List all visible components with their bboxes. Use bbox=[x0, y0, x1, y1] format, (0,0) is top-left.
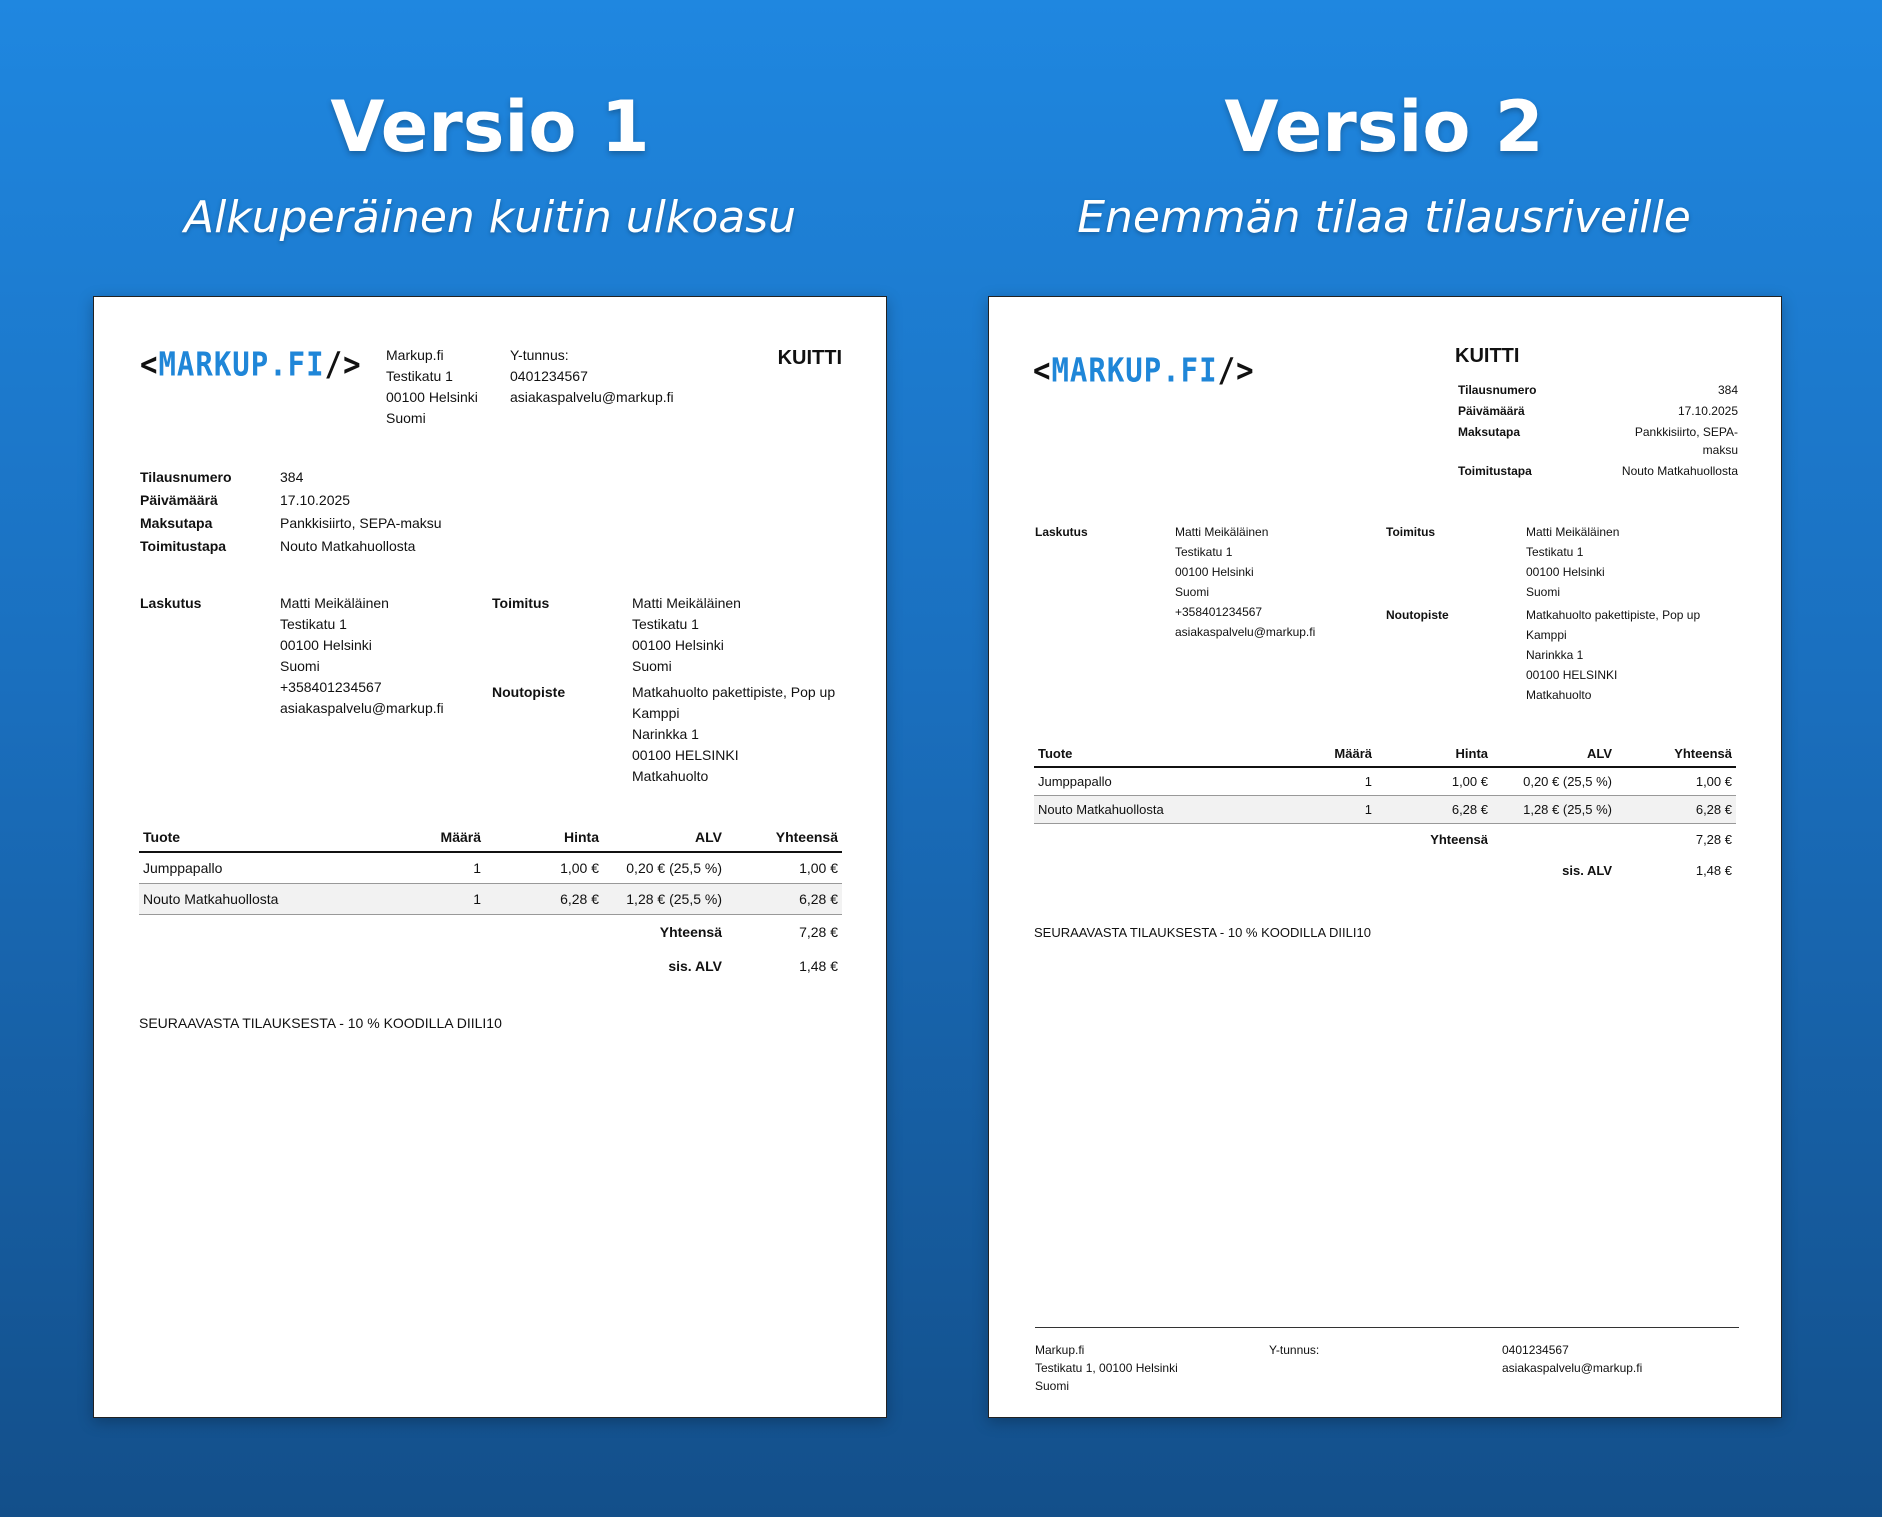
billing-label: Laskutus bbox=[1035, 525, 1088, 539]
markup-logo: <MARKUP.FI/> bbox=[140, 344, 362, 384]
receipt-title: KUITTI bbox=[777, 347, 842, 369]
footer-divider bbox=[1035, 1327, 1739, 1328]
total-row: Yhteensä 7,28 € bbox=[659, 924, 838, 940]
shipping-label: Toimitus bbox=[1386, 525, 1436, 539]
table-row: Jumppapallo 1 1,00 € 0,20 € (25,5 %) 1,00 € bbox=[1034, 767, 1736, 796]
order-details: Tilausnumero 384 Päivämäärä 17.10.2025 Maksutapa Pankkisiirto, SEPA-maksu Toimitustapa Nouto Matkahuollosta bbox=[140, 469, 442, 554]
version-1-heading bbox=[93, 86, 887, 243]
order-items-table bbox=[1034, 739, 1736, 886]
markup-logo: <MARKUP.FI/> bbox=[1033, 350, 1255, 390]
pickup-label: Noutopiste bbox=[1386, 608, 1449, 622]
promo-text: SEURAAVASTA TILAUKSESTA - 10 % KOODILLA DIILI10 bbox=[139, 1015, 502, 1031]
billing-address: Matti Meikäläinen Testikatu 1 00100 Helsinki Suomi +358401234567 asiakaspalvelu@markup.fi bbox=[1175, 525, 1316, 639]
table-row: Nouto Matkahuollosta 1 6,28 € 1,28 € (25,5 %) 6,28 € bbox=[1034, 796, 1736, 824]
billing-label: Laskutus bbox=[140, 595, 202, 611]
version-2-heading bbox=[987, 86, 1781, 243]
table-row: Nouto Matkahuollosta 1 6,28 € 1,28 € (25,5 %) 6,28 € bbox=[139, 884, 842, 915]
table-row: Jumppapallo 1 1,00 € 0,20 € (25,5 %) 1,00 € bbox=[139, 852, 842, 884]
shipping-label: Toimitus bbox=[492, 595, 550, 611]
order-items-table bbox=[139, 821, 842, 983]
vat-total-row: sis. ALV 1,48 € bbox=[668, 958, 838, 974]
shipping-address: Matti Meikäläinen Testikatu 1 00100 Helsinki Suomi bbox=[632, 595, 741, 674]
version-2-subtitle: Enemmän tilaa tilausriveille bbox=[1077, 192, 1691, 243]
company-contact: Y-tunnus: 0401234567 asiakaspalvelu@markup.fi bbox=[510, 347, 674, 405]
version-2-title: Versio 2 bbox=[1224, 86, 1544, 168]
receipt-title: KUITTI bbox=[1455, 345, 1520, 367]
table-header: Tuote Määrä Hinta ALV Yhteensä bbox=[139, 821, 842, 852]
billing-address: Matti Meikäläinen Testikatu 1 00100 Helsinki Suomi +358401234567 asiakaspalvelu@markup.fi bbox=[280, 595, 444, 716]
vat-total-row: sis. ALV 1,48 € bbox=[1562, 863, 1732, 878]
receipt-version-2 bbox=[988, 296, 1782, 1418]
table-header: Tuote Määrä Hinta ALV Yhteensä bbox=[1034, 739, 1736, 767]
shipping-address: Matti Meikäläinen Testikatu 1 00100 Helsinki Suomi bbox=[1526, 525, 1620, 599]
footer-contact: 0401234567 asiakaspalvelu@markup.fi bbox=[1502, 1343, 1643, 1375]
pickup-address: Matkahuolto pakettipiste, Pop up Kamppi Narinkka 1 00100 HELSINKI Matkahuolto bbox=[1526, 608, 1701, 702]
order-details: Tilausnumero 384 Päivämäärä 17.10.2025 Maksutapa Pankkisiirto, SEPA- maksu Toimitustapa Nouto Matkahuollosta bbox=[1458, 383, 1738, 478]
pickup-label: Noutopiste bbox=[492, 684, 566, 700]
total-row: Yhteensä 7,28 € bbox=[1430, 832, 1732, 847]
promo-text: SEURAAVASTA TILAUKSESTA - 10 % KOODILLA DIILI10 bbox=[1034, 925, 1371, 940]
footer-company: Markup.fi Testikatu 1, 00100 Helsinki Suomi bbox=[1035, 1343, 1178, 1393]
version-1-title: Versio 1 bbox=[330, 86, 650, 168]
pickup-address: Matkahuolto pakettipiste, Pop up Kamppi Narinkka 1 00100 HELSINKI Matkahuolto bbox=[632, 684, 836, 784]
footer-ytunnus: Y-tunnus: bbox=[1269, 1343, 1320, 1357]
receipt-version-1 bbox=[93, 296, 887, 1418]
company-address: Markup.fi Testikatu 1 00100 Helsinki Suomi bbox=[386, 347, 478, 426]
version-1-subtitle: Alkuperäinen kuitin ulkoasu bbox=[183, 192, 797, 243]
